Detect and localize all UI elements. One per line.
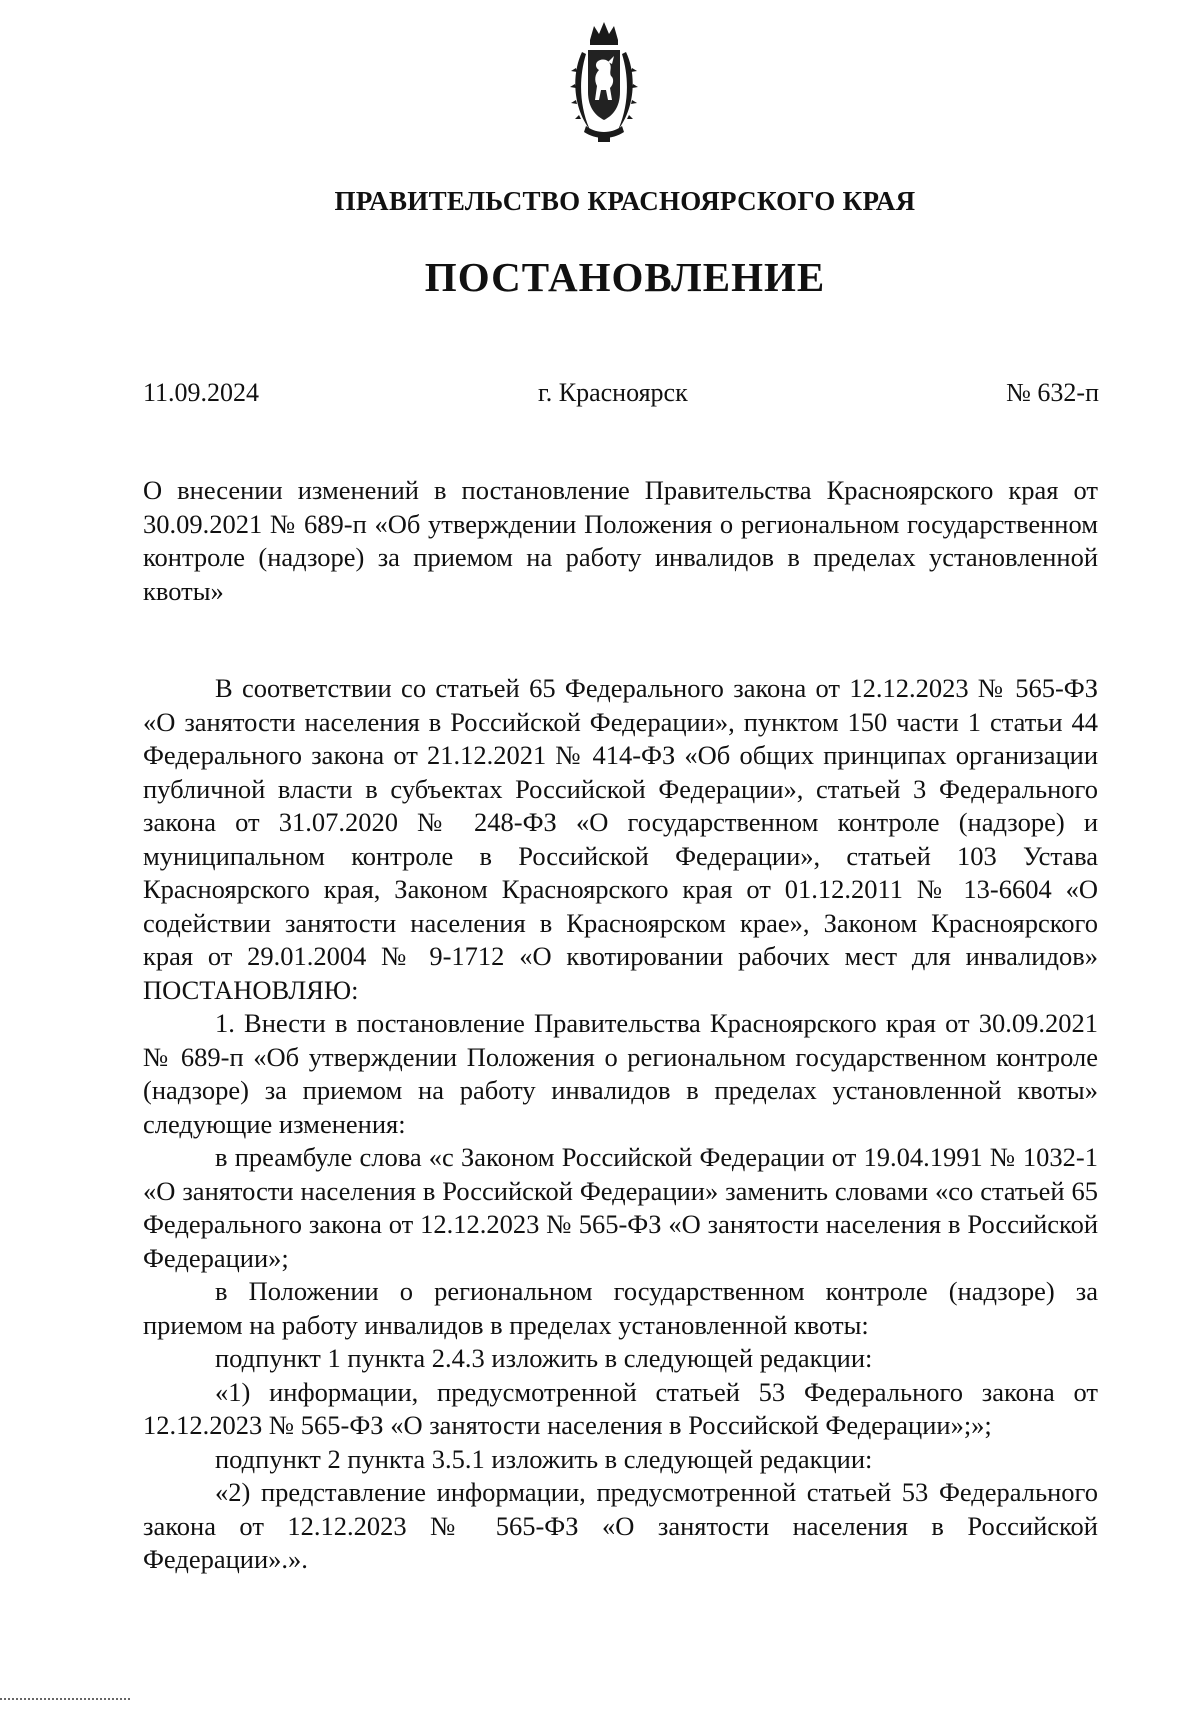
body-paragraph: 1. Внести в постановление Правительства Красноярского края от 30.09.2021 № 689-п «Об утверждении Положения о региональном государственном контроле (надзоре) за приемом на работу инвалидов в пределах установленной квоты» следующие изменения: [143, 1008, 1098, 1139]
preamble-paragraph: В соответствии со статьей 65 Федерального закона от 12.12.2023 № 565-ФЗ «О занятости населения в Российской Федерации», пунктом 150 части 1 статьи 44 Федерального закона от 21.12.2021 № 414-ФЗ «Об общих принципах организации публичной власти в субъектах Российской Федерации», статьей 3 Федерального закона от 31.07.2020 № 248-ФЗ «О государственном контроле (надзоре) и муниципальном контроле в Российской Федерации», статьей 103 Устава Красноярского края, Законом Красноярского края от 01.12.2011 № 13-6604 «О содействии занятости населения в Красноярском крае», Законом Красноярского края от 29.01.2004 № 9-1712 «О квотировании рабочих мест для инвалидов» ПОСТАНОВЛЯЮ: [143, 673, 1098, 1005]
body-paragraph: в преамбуле слова «с Законом Российской Федерации от 19.04.1991 № 1032-1 «О занятости населения в Российской Федерации» заменить словами «со статьей 65 Федерального закона от 12.12.2023 № 565-ФЗ «О занятости населения в Российской Федерации»; [143, 1142, 1098, 1273]
document-subject: О внесении изменений в постановление Правительства Красноярского края от 30.09.2021 № 689-п «Об утверждении Положения о региональном государственном контроле (надзоре) за приемом на работу инвалидов в пределах установленной квоты» [143, 475, 1098, 606]
scan-artifact-divider [0, 1698, 130, 1702]
body-paragraph: подпункт 1 пункта 2.4.3 изложить в следующей редакции: [215, 1343, 873, 1373]
body-paragraph: «1) информации, предусмотренной статьей 53 Федерального закона от 12.12.2023 № 565-ФЗ «О занятости населения в Российской Федерации»;»; [143, 1376, 1098, 1440]
document-body [143, 672, 1098, 1577]
document-number: № 632-п [1006, 378, 1099, 407]
body-paragraph: в Положении о региональном государственном контроле (надзоре) за приемом на работу инвалидов в пределах установленной квоты: [143, 1276, 1098, 1340]
body-paragraph: «2) представление информации, предусмотренной статьей 53 Федерального закона от 12.12.2023 № 565-ФЗ «О занятости населения в Российской Федерации».». [143, 1477, 1098, 1574]
document-date: 11.09.2024 [143, 378, 260, 407]
krasnoyarsk-coat-of-arms-icon [568, 18, 640, 146]
body-paragraph: подпункт 2 пункта 3.5.1 изложить в следующей редакции: [215, 1443, 873, 1474]
document-city: г. Красноярск [538, 378, 688, 407]
document-type-title: ПОСТАНОВЛЕНИЕ [424, 254, 826, 300]
organization-title: ПРАВИТЕЛЬСТВО КРАСНОЯРСКОГО КРАЯ [334, 186, 916, 216]
